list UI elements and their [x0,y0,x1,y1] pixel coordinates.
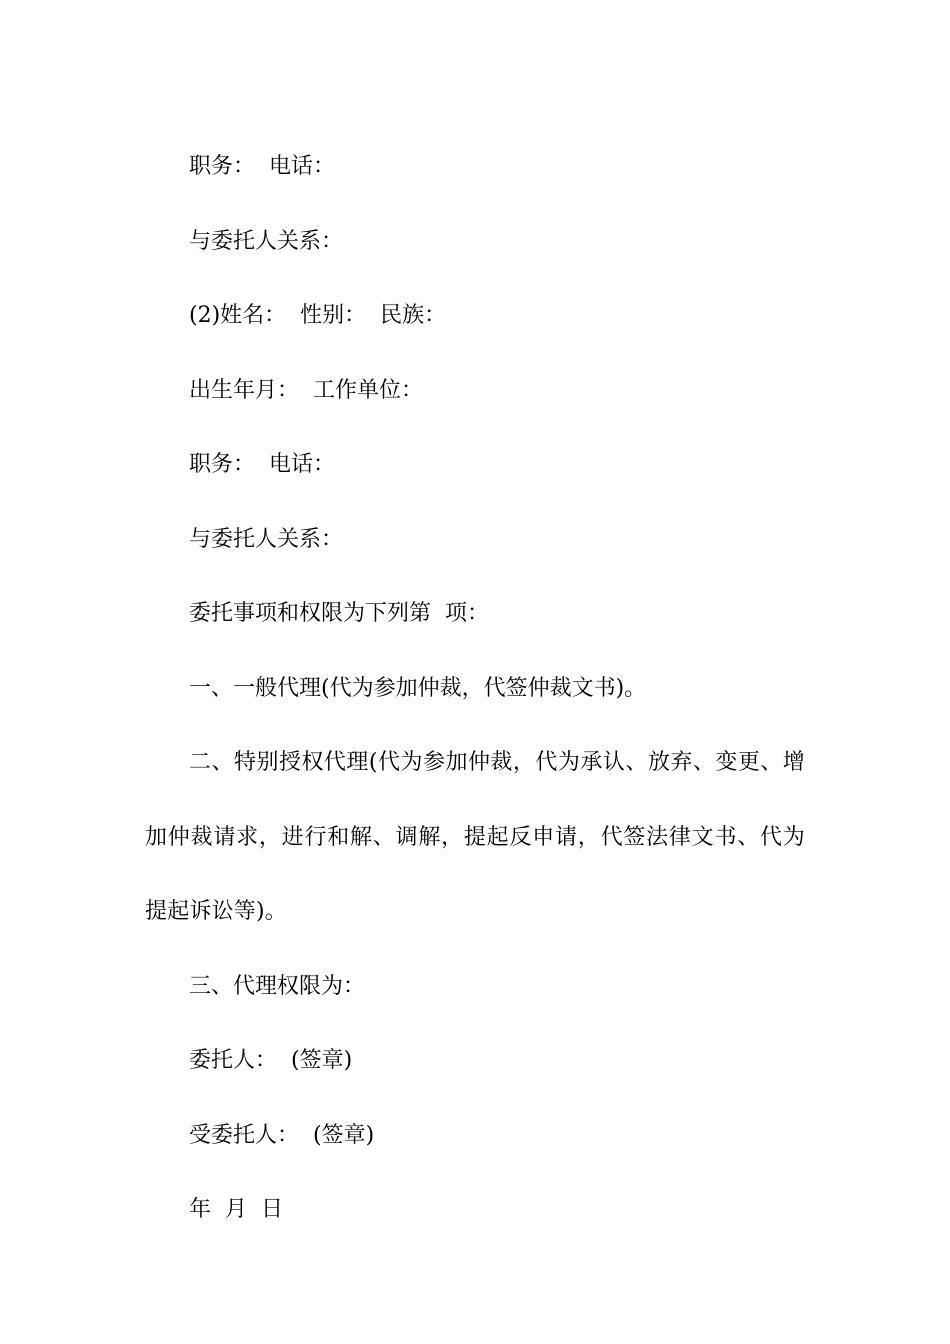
relationship-line-1: 与委托人关系： [189,228,344,254]
document-body [145,130,805,1248]
principal-signature-line: 委托人： (签章) [189,1048,353,1073]
agent-2-name-line: (2)姓名： 性别： 民族： [189,303,447,328]
special-authorization-paragraph: 二、特别授权代理(代为参加仲裁，代为承认、放弃、变更、增加仲裁请求，进行和解、调解，提起反申请，代签法律文书、代为提起诉讼等)。 [145,750,805,924]
relationship-line-2: 与委托人关系： [189,526,344,552]
position-phone-line-1: 职务： 电话： [189,154,335,179]
agent-signature-line: 受委托人： (签章) [189,1122,375,1148]
date-line: 年 月 日 [189,1197,283,1222]
position-phone-line-2: 职务： 电话： [189,452,335,477]
general-agency-line: 一、一般代理(代为参加仲裁，代签仲裁文书)。 [189,675,647,701]
birth-workplace-line: 出生年月： 工作单位： [189,377,423,403]
agency-scope-line: 三、代理权限为： [189,973,366,999]
authority-items-line: 委托事项和权限为下列第 项： [189,601,489,626]
